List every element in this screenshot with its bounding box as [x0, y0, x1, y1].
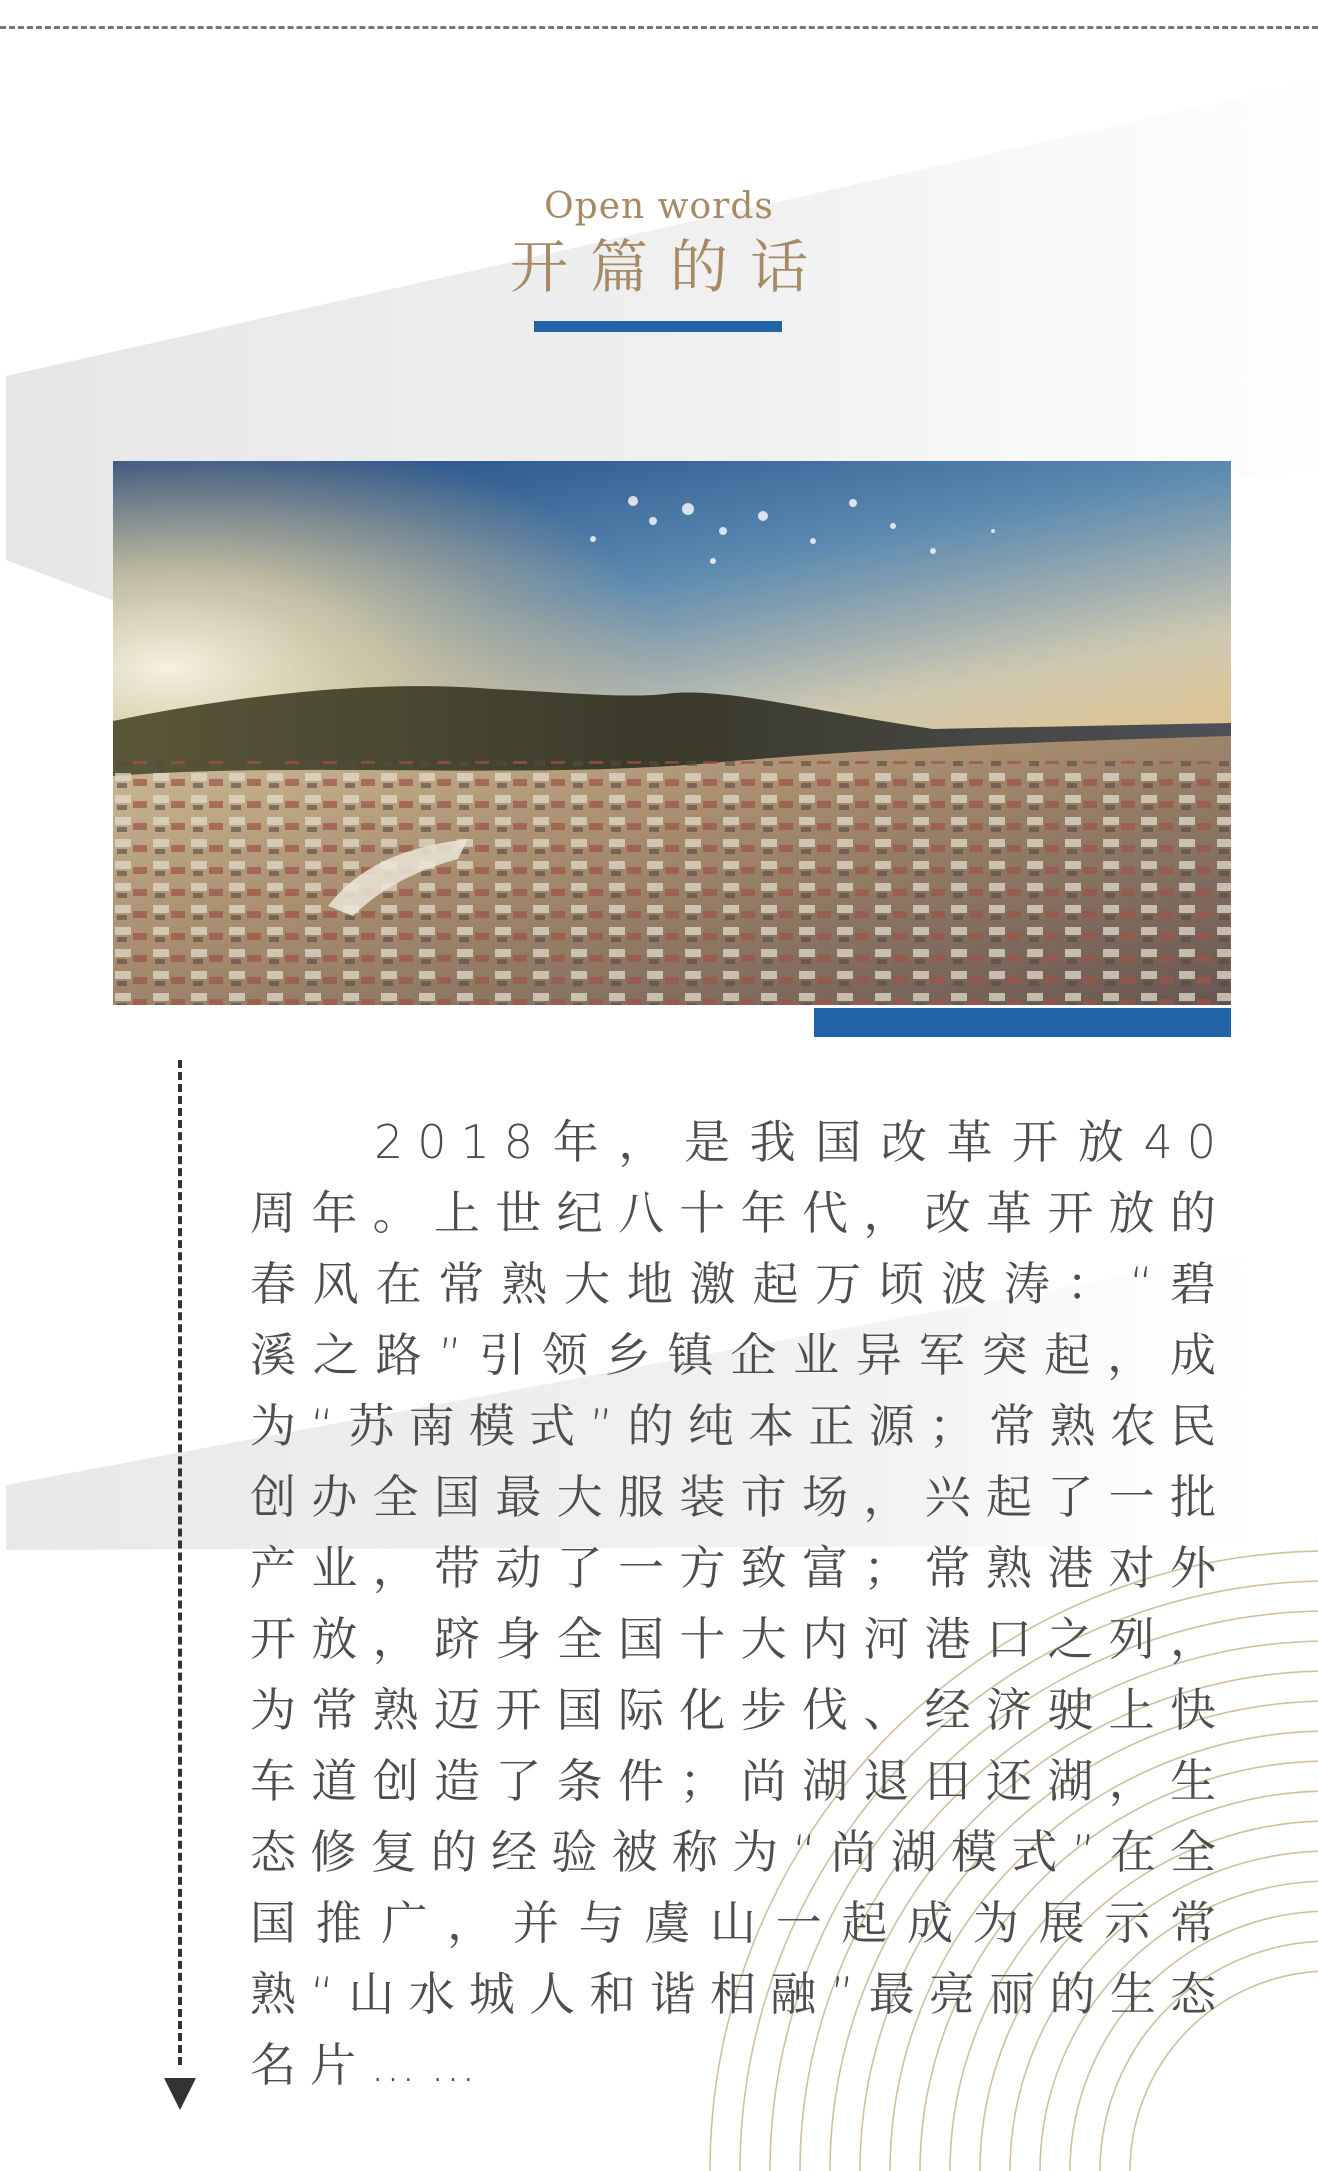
heading-underline-bar: [534, 321, 782, 332]
heading-english: Open words: [544, 186, 774, 227]
aerial-city-photo: [113, 461, 1231, 1005]
section-heading: [0, 185, 1318, 303]
vertical-dashed-line: [178, 1060, 182, 2065]
down-arrow-icon: [164, 2078, 196, 2110]
intro-paragraph: 2018年，是我国改革开放40周年。上世纪八十年代，改革开放的春风在常熟大地激起万顷波涛：“碧溪之路”引领乡镇企业异军突起，成为“苏南模式”的纯本正源；常熟农民创办全国最大服装市场，兴起了一批产业，带动了一方致富；常熟港对外开放，跻身全国十大内河港口之列，为常熟迈开国际化步伐、经济驶上快车道创造了条件；尚湖退田还湖，生态修复的经验被称为“尚湖模式”在全国推广，并与虞山一起成为展示常熟“山水城人和谐相融”最亮丽的生态名片……: [250, 1115, 1230, 2092]
top-dashed-divider: [0, 26, 1318, 29]
heading-chinese: 开篇的话: [509, 233, 830, 301]
photo-accent-bar: [814, 1008, 1231, 1037]
aerial-city-mountain-photo: [113, 461, 1231, 1005]
